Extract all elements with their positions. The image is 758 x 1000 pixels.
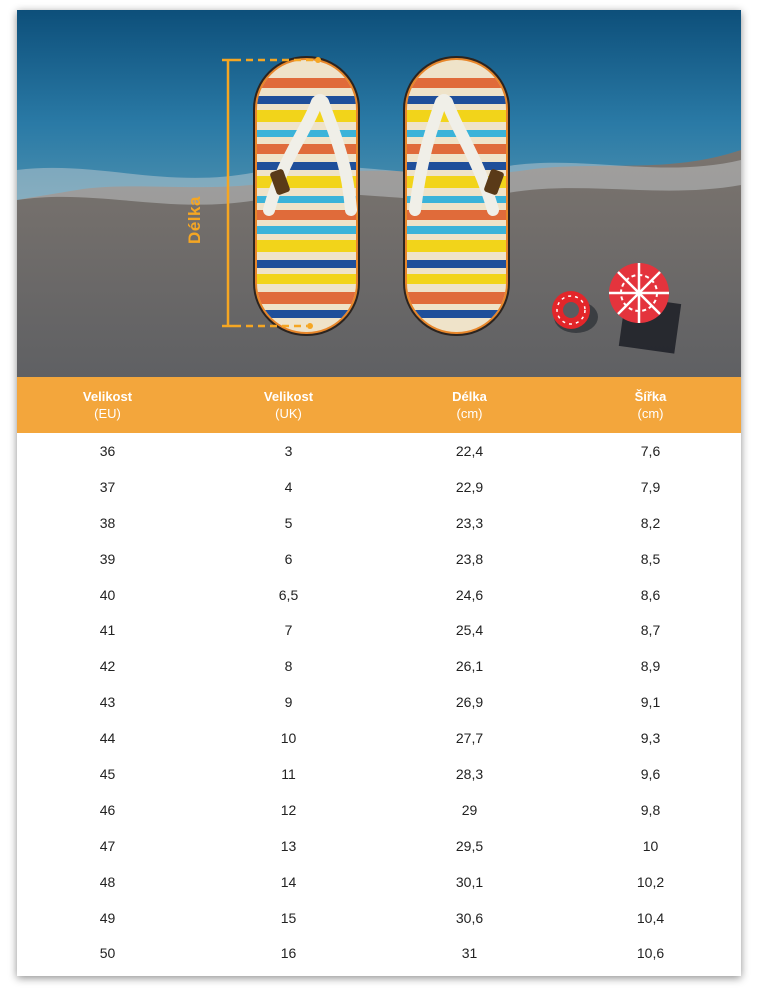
cell-width: 10,4 <box>636 909 665 926</box>
cell-size-eu: 49 <box>99 909 116 926</box>
cell-width: 8,6 <box>640 586 661 603</box>
table-row <box>17 684 741 720</box>
cell-width: 9,6 <box>640 765 661 782</box>
cell-width: 9,8 <box>640 801 661 818</box>
cell-length: 28,3 <box>455 765 484 782</box>
cell-size-eu: 50 <box>99 945 116 962</box>
table-row <box>17 935 741 971</box>
cell-width: 8,2 <box>640 514 661 531</box>
table-row <box>17 469 741 505</box>
cell-width: 7,6 <box>640 442 661 459</box>
cell-size-uk: 6,5 <box>278 586 299 603</box>
table-row <box>17 720 741 756</box>
table-row <box>17 541 741 577</box>
table-row <box>17 864 741 900</box>
length-label: Délka <box>185 196 204 244</box>
cell-length: 25,4 <box>455 622 484 639</box>
cell-size-uk: 5 <box>284 514 293 531</box>
cell-size-uk: 4 <box>284 478 293 495</box>
cell-length: 23,3 <box>455 514 484 531</box>
cell-size-uk: 6 <box>284 550 293 567</box>
cell-length: 24,6 <box>455 586 484 603</box>
cell-size-eu: 39 <box>99 550 116 567</box>
cell-size-eu: 38 <box>99 514 116 531</box>
header-size-uk <box>198 388 379 422</box>
header-title: Velikost <box>82 389 133 404</box>
table-row <box>17 612 741 648</box>
cell-size-uk: 14 <box>280 873 297 890</box>
cell-size-eu: 46 <box>99 801 116 818</box>
cell-width: 8,5 <box>640 550 661 567</box>
table-row <box>17 648 741 684</box>
header-unit: (cm) <box>456 406 483 421</box>
cell-length: 26,9 <box>455 694 484 711</box>
table-row <box>17 828 741 864</box>
cell-width: 10,6 <box>636 945 665 962</box>
cell-size-eu: 42 <box>99 658 116 675</box>
cell-length: 29 <box>461 801 478 818</box>
cell-size-uk: 7 <box>284 622 293 639</box>
header-title: Šířka <box>634 389 667 404</box>
header-title: Velikost <box>263 389 314 404</box>
header-unit: (EU) <box>94 406 121 421</box>
cell-width: 7,9 <box>640 478 661 495</box>
table-row <box>17 900 741 936</box>
header-size-eu <box>17 388 198 422</box>
table-row <box>17 505 741 541</box>
table-row <box>17 433 741 469</box>
table-row <box>17 756 741 792</box>
cell-size-uk: 10 <box>280 730 297 747</box>
cell-size-uk: 12 <box>280 801 297 818</box>
cell-length: 22,9 <box>455 478 484 495</box>
cell-size-eu: 41 <box>99 622 116 639</box>
cell-length: 22,4 <box>455 442 484 459</box>
header-title: Délka <box>452 389 487 404</box>
hero-image <box>17 10 741 377</box>
cell-width: 10,2 <box>636 873 665 890</box>
cell-width: 8,9 <box>640 658 661 675</box>
cell-length: 23,8 <box>455 550 484 567</box>
cell-width: 9,3 <box>640 730 661 747</box>
cell-length: 26,1 <box>455 658 484 675</box>
beach-scene <box>17 10 741 377</box>
cell-width: 10 <box>642 837 659 854</box>
cell-size-uk: 16 <box>280 945 297 962</box>
cell-width: 9,1 <box>640 694 661 711</box>
header-length <box>379 388 560 422</box>
cell-length: 30,1 <box>455 873 484 890</box>
table-row <box>17 792 741 828</box>
cell-size-eu: 47 <box>99 837 116 854</box>
table-body <box>17 433 741 971</box>
cell-size-eu: 48 <box>99 873 116 890</box>
cell-size-uk: 15 <box>280 909 297 926</box>
cell-size-eu: 40 <box>99 586 116 603</box>
cell-size-uk: 13 <box>280 837 297 854</box>
cell-length: 27,7 <box>455 730 484 747</box>
cell-size-eu: 44 <box>99 730 116 747</box>
table-row <box>17 577 741 613</box>
header-width <box>560 388 741 422</box>
cell-size-uk: 3 <box>284 442 293 459</box>
table-header <box>17 377 741 433</box>
cell-length: 29,5 <box>455 837 484 854</box>
header-unit: (UK) <box>275 406 302 421</box>
cell-size-eu: 36 <box>99 442 116 459</box>
cell-size-eu: 37 <box>99 478 116 495</box>
cell-size-uk: 11 <box>281 765 296 782</box>
left-flip-flop <box>253 56 360 336</box>
cell-length: 30,6 <box>455 909 484 926</box>
cell-size-eu: 43 <box>99 694 116 711</box>
right-flip-flop <box>403 56 510 336</box>
header-unit: (cm) <box>637 406 664 421</box>
cell-length: 31 <box>461 945 478 962</box>
cell-size-uk: 9 <box>284 694 293 711</box>
cell-size-uk: 8 <box>284 658 293 675</box>
cell-width: 8,7 <box>640 622 661 639</box>
size-chart-card <box>17 10 741 976</box>
cell-size-eu: 45 <box>99 765 116 782</box>
